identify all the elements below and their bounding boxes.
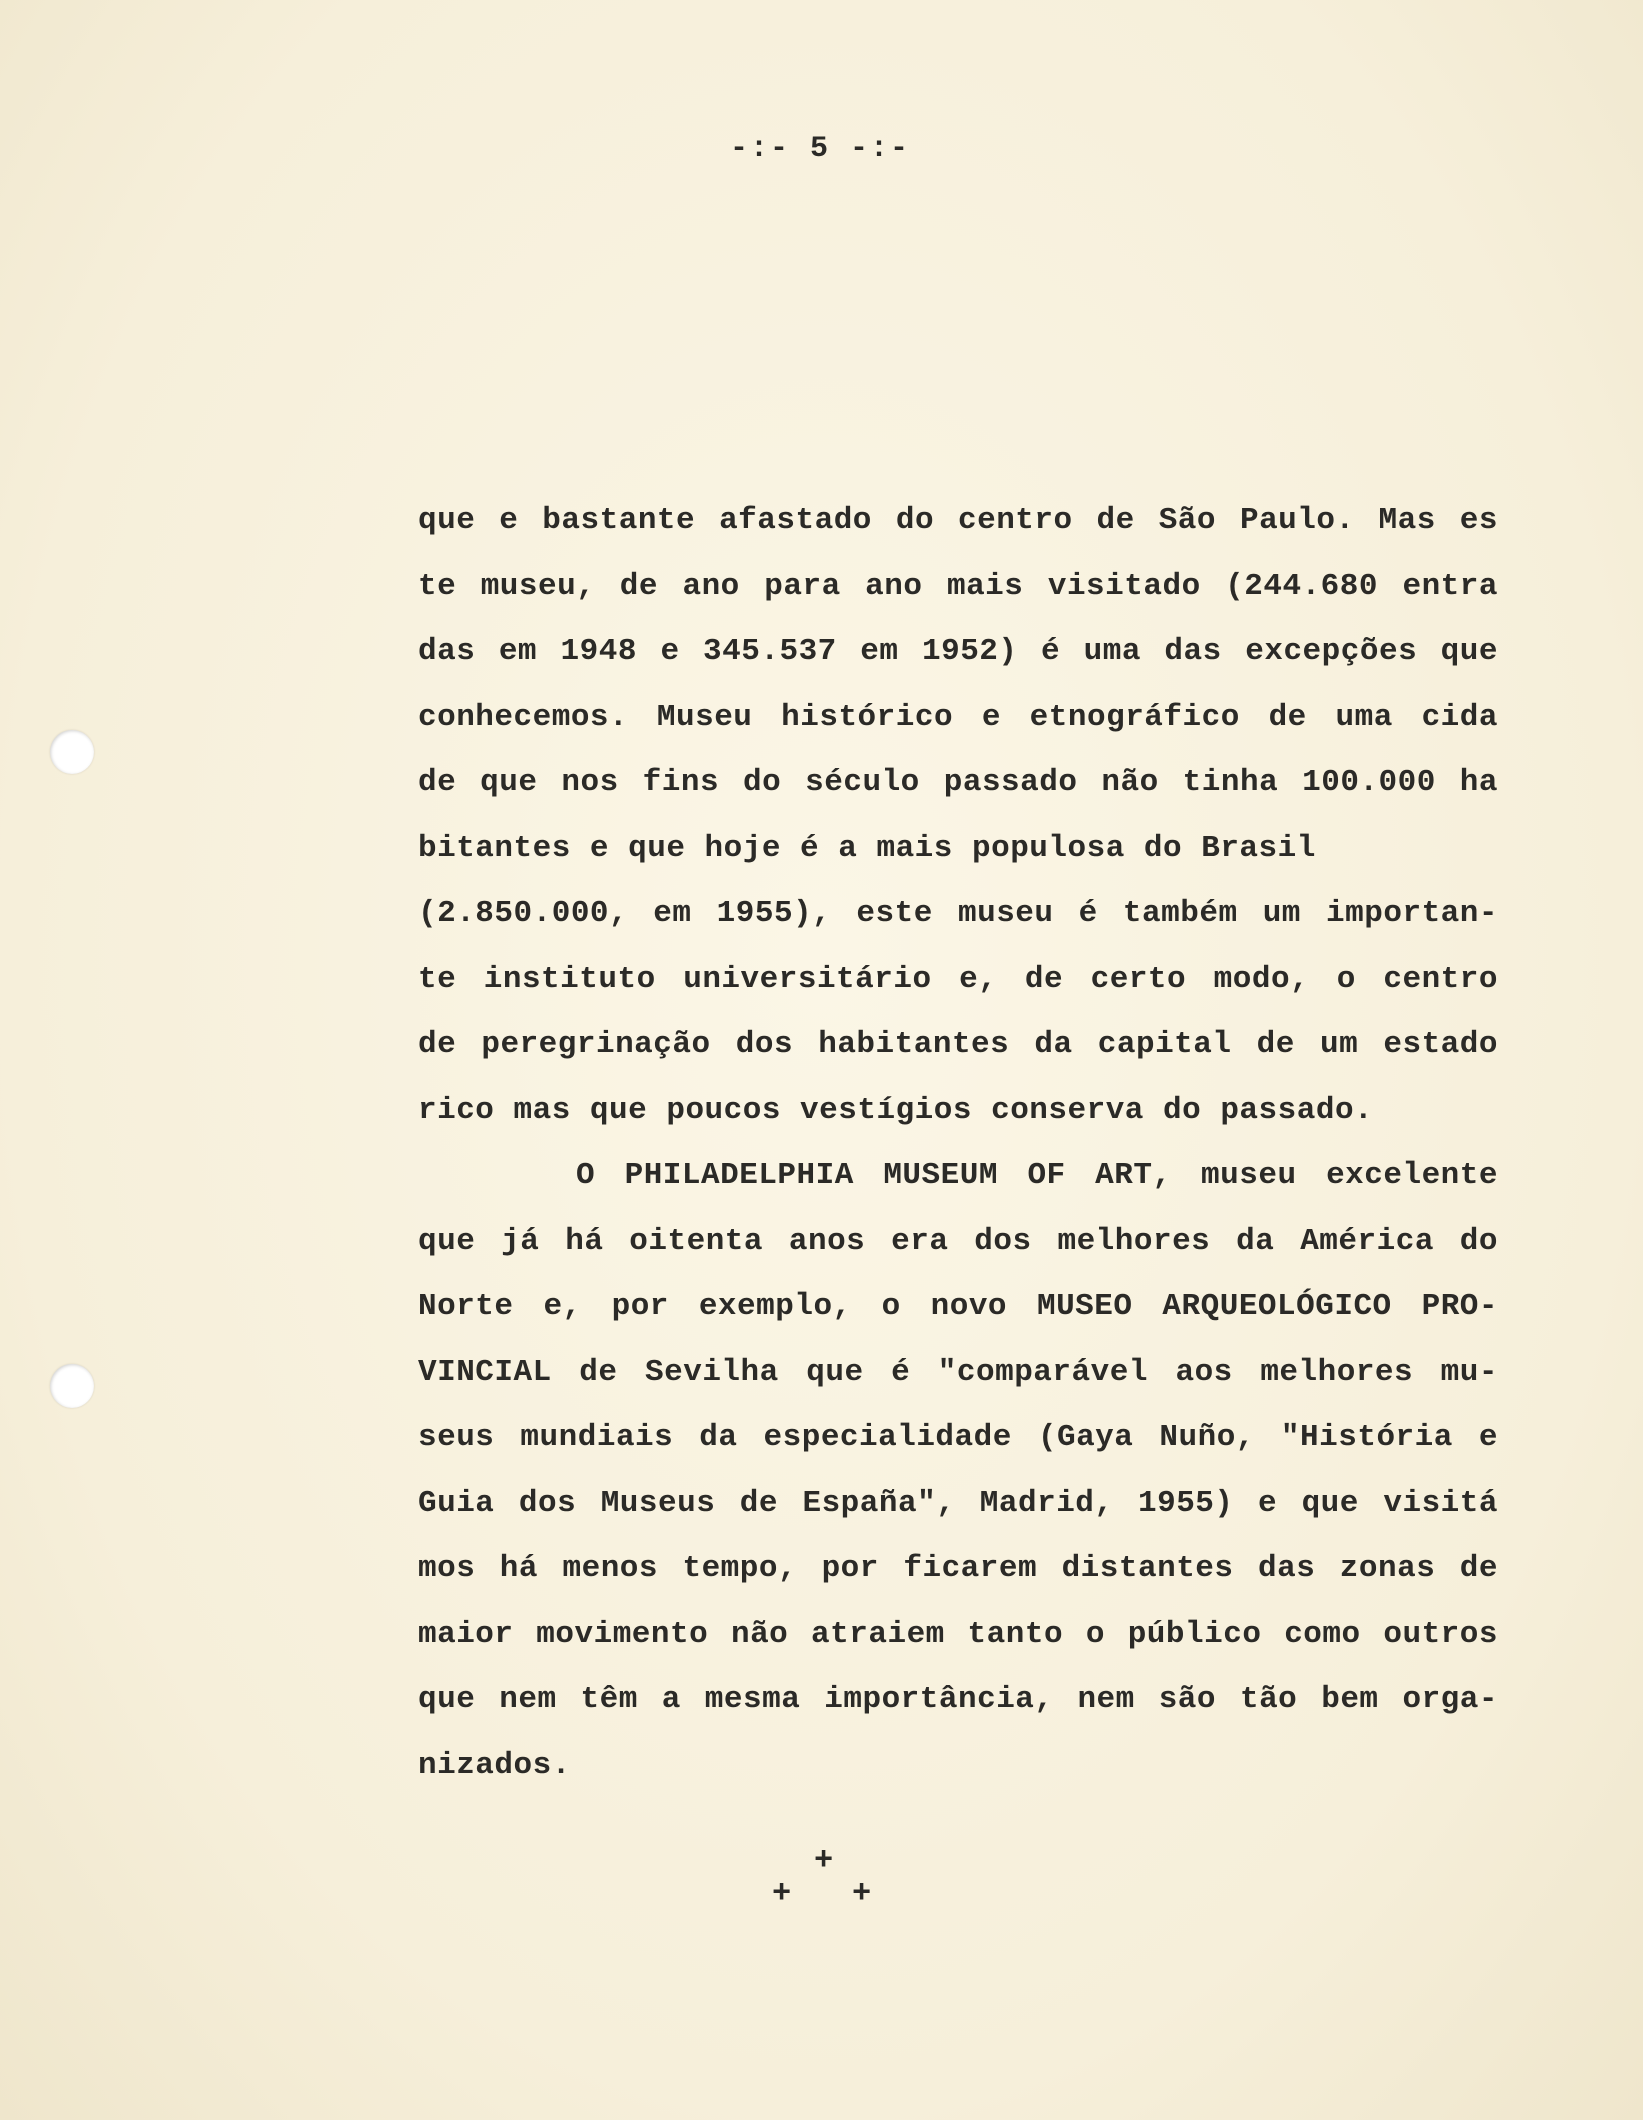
- text-line: mos há menos tempo, por ficarem distantes das zonas de: [418, 1551, 1498, 1586]
- text-line: de peregrinação dos habitantes da capital de um estado: [418, 1027, 1498, 1062]
- page-number: -:- 5 -:-: [729, 132, 911, 166]
- text-line: Guia dos Museus de España", Madrid, 1955) e que visitá: [418, 1485, 1498, 1521]
- text-line: que e bastante afastado do centro de São Paulo. Mas es: [418, 503, 1498, 538]
- text-line: te museu, de ano para ano mais visitado (244.680 entra: [418, 568, 1498, 604]
- typed-body-text: [418, 488, 1498, 1798]
- ornament-plus-right: +: [852, 1875, 872, 1912]
- text-line: de que nos fins do século passado não tinha 100.000 ha: [418, 765, 1498, 800]
- text-line: nizados.: [418, 1747, 571, 1783]
- text-line: seus mundiais da especialidade (Gaya Nuño, "História e: [418, 1420, 1498, 1455]
- text-line: (2.850.000, em 1955), este museu é também um importan-: [418, 896, 1498, 931]
- text-line: Norte e, por exemplo, o novo MUSEO ARQUEOLÓGICO PRO-: [418, 1289, 1498, 1324]
- paragraph-first-line: O PHILADELPHIA MUSEUM OF ART, museu excelente: [576, 1158, 1498, 1193]
- text-line: VINCIAL de Sevilha que é "comparável aos melhores mu-: [418, 1354, 1498, 1390]
- text-line: rico mas que poucos vestígios conserva do passado.: [418, 1092, 1374, 1128]
- text-line: que nem têm a mesma importância, nem são tão bem orga-: [418, 1682, 1498, 1717]
- text-line: que já há oitenta anos era dos melhores da América do: [418, 1223, 1498, 1259]
- text-line: das em 1948 e 345.537 em 1952) é uma das excepções que: [418, 634, 1498, 669]
- punch-hole: [50, 730, 94, 774]
- ornament-plus-top: +: [814, 1842, 834, 1879]
- text-line: te instituto universitário e, de certo modo, o centro: [418, 961, 1498, 997]
- ornament-plus-left: +: [772, 1875, 792, 1912]
- text-line: conhecemos. Museu histórico e etnográfico de uma cida: [418, 699, 1498, 735]
- text-line: maior movimento não atraiem tanto o público como outros: [418, 1616, 1498, 1652]
- punch-hole: [50, 1364, 94, 1408]
- text-line: bitantes e que hoje é a mais populosa do Brasil: [418, 830, 1316, 866]
